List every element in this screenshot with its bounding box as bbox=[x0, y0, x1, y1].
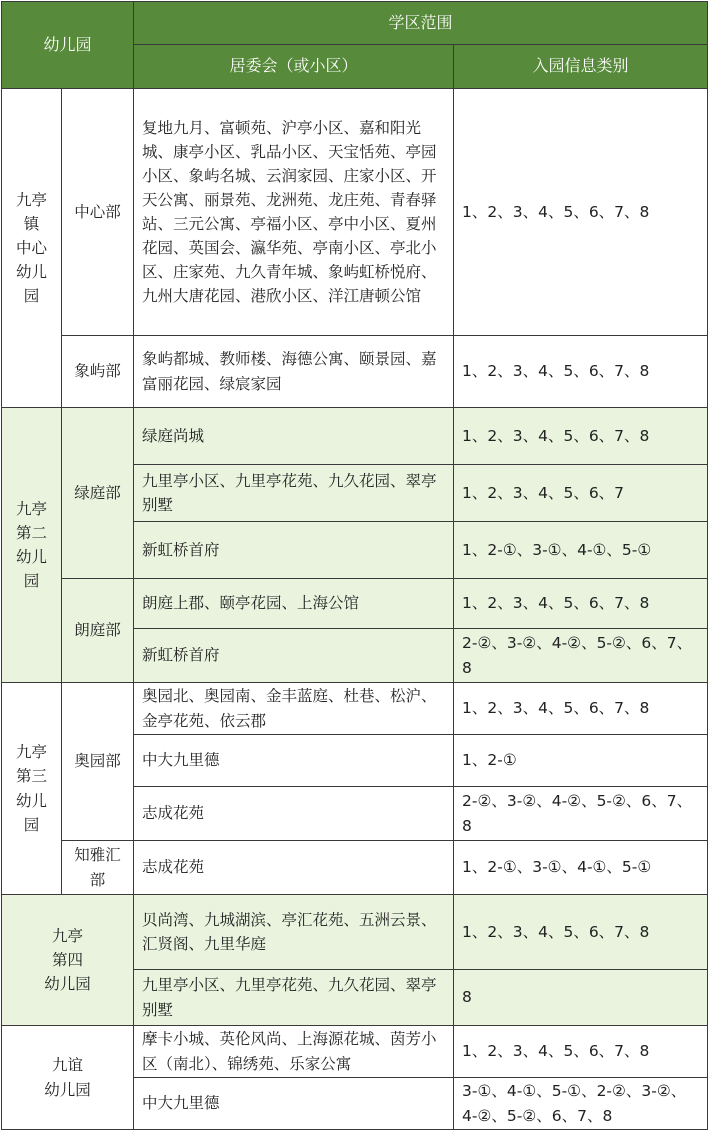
branch-name: 中心部 bbox=[62, 89, 134, 336]
kindergarten-name bbox=[2, 408, 62, 683]
header-kindergarten: 幼儿园 bbox=[2, 2, 134, 89]
header-committee: 居委会（或小区） bbox=[134, 45, 454, 89]
kindergarten-name bbox=[2, 89, 62, 408]
area-cell: 志成花苑 bbox=[134, 841, 454, 895]
kindergarten-name bbox=[2, 1026, 134, 1130]
kindergarten-name-line: 幼儿园 bbox=[44, 1080, 91, 1099]
area-cell: 九里亭小区、九里亭花苑、九久花园、翠亭别墅 bbox=[134, 970, 454, 1026]
kindergarten-name-line: 九亭 bbox=[15, 499, 47, 518]
category-cell: 1、2、3、4、5、6、7、8 bbox=[454, 336, 708, 408]
area-cell: 摩卡小城、英伦风尚、上海源花城、茵芳小区（南北）、锦绣苑、乐家公寓 bbox=[134, 1026, 454, 1078]
table-row bbox=[2, 841, 708, 895]
area-cell: 新虹桥首府 bbox=[134, 522, 454, 579]
area-cell: 复地九月、富顿苑、沪亭小区、嘉和阳光城、康亭小区、乳品小区、天宝恬苑、亭园小区、象屿名城、云润家园、庄家小区、开天公寓、丽景苑、龙洲苑、龙庄苑、青春驿站、三元公寓、亭福小区、亭中小区、夏州花园、英国会、瀛华苑、亭南小区、亭北小区、庄家苑、九久青年城、象屿虹桥悦府、九州大唐花园、港欣小区、洋江唐顿公馆 bbox=[134, 89, 454, 336]
area-cell: 奥园北、奥园南、金丰蓝庭、杜巷、松沪、金亭花苑、依云郡 bbox=[134, 683, 454, 735]
table-row bbox=[2, 895, 708, 970]
kindergarten-name bbox=[2, 895, 134, 1026]
category-cell: 1、2、3、4、5、6、7、8 bbox=[454, 1026, 708, 1078]
branch-name: 奥园部 bbox=[62, 683, 134, 841]
branch-name: 知雅汇部 bbox=[62, 841, 134, 895]
kindergarten-name bbox=[2, 683, 62, 895]
category-cell: 1、2、3、4、5、6、7、8 bbox=[454, 408, 708, 465]
kindergarten-name-line: 幼儿园 bbox=[15, 548, 47, 591]
table-row bbox=[2, 1026, 708, 1078]
category-cell: 1、2-① bbox=[454, 735, 708, 787]
kindergarten-name-line: 九亭 bbox=[52, 926, 84, 945]
area-cell: 九里亭小区、九里亭花苑、九久花园、翠亭别墅 bbox=[134, 465, 454, 522]
kindergarten-name-line: 中心 bbox=[15, 238, 47, 257]
branch-name: 绿庭部 bbox=[62, 408, 134, 579]
area-cell: 中大九里德 bbox=[134, 1078, 454, 1130]
table-row bbox=[2, 579, 708, 629]
kindergarten-name-line: 幼儿园 bbox=[15, 263, 47, 306]
kindergarten-name-line: 幼儿园 bbox=[15, 791, 47, 834]
category-cell: 1、2-①、3-①、4-①、5-① bbox=[454, 841, 708, 895]
header-category: 入园信息类别 bbox=[454, 45, 708, 89]
table-row bbox=[2, 408, 708, 465]
kindergarten-name-line: 九亭 bbox=[15, 743, 47, 762]
area-cell: 新虹桥首府 bbox=[134, 629, 454, 683]
kindergarten-name-line: 第四 bbox=[52, 950, 84, 969]
area-cell: 象屿都城、教师楼、海德公寓、颐景园、嘉富丽花园、绿宸家园 bbox=[134, 336, 454, 408]
category-cell: 1、2、3、4、5、6、7、8 bbox=[454, 89, 708, 336]
category-cell: 2-②、3-②、4-②、5-②、6、7、8 bbox=[454, 629, 708, 683]
category-cell: 1、2-①、3-①、4-①、5-① bbox=[454, 522, 708, 579]
table-row bbox=[2, 89, 708, 336]
category-cell: 1、2、3、4、5、6、7、8 bbox=[454, 579, 708, 629]
area-cell: 绿庭尚城 bbox=[134, 408, 454, 465]
branch-name: 朗庭部 bbox=[62, 579, 134, 683]
area-cell: 朗庭上郡、颐亭花园、上海公馆 bbox=[134, 579, 454, 629]
kindergarten-name-line: 九谊 bbox=[52, 1056, 84, 1075]
kindergarten-name-line: 第二 bbox=[15, 523, 47, 542]
table-row bbox=[2, 336, 708, 408]
kindergarten-name-line: 第三 bbox=[15, 767, 47, 786]
kindergarten-name-line: 幼儿园 bbox=[44, 975, 91, 993]
area-cell: 中大九里德 bbox=[134, 735, 454, 787]
category-cell: 3-①、4-①、5-①、2-②、3-②、4-②、5-②、6、7、8 bbox=[454, 1078, 708, 1130]
table-row bbox=[2, 683, 708, 735]
category-cell: 2-②、3-②、4-②、5-②、6、7、8 bbox=[454, 787, 708, 841]
category-cell: 1、2、3、4、5、6、7、8 bbox=[454, 683, 708, 735]
category-cell: 1、2、3、4、5、6、7、8 bbox=[454, 895, 708, 970]
area-cell: 志成花苑 bbox=[134, 787, 454, 841]
category-cell: 8 bbox=[454, 970, 708, 1026]
branch-name: 象屿部 bbox=[62, 336, 134, 408]
school-district-table bbox=[1, 1, 708, 1130]
header-scope: 学区范围 bbox=[134, 2, 708, 45]
category-cell: 1、2、3、4、5、6、7 bbox=[454, 465, 708, 522]
kindergarten-name-line: 九亭镇 bbox=[15, 190, 47, 233]
area-cell: 贝尚湾、九城湖滨、亭汇花苑、五洲云景、汇贤阁、九里华庭 bbox=[134, 895, 454, 970]
